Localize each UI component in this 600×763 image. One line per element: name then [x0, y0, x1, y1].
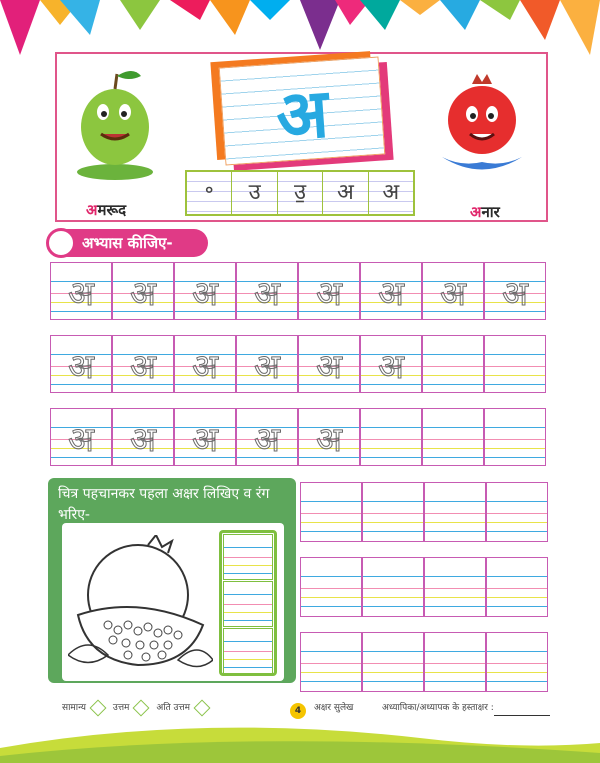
blank-cell[interactable]: [300, 632, 362, 692]
blank-cell[interactable]: [424, 557, 486, 617]
practice-cell[interactable]: [484, 335, 546, 393]
step-5: अ: [382, 180, 400, 205]
rating-options: [62, 700, 214, 714]
page-number: 4: [290, 703, 306, 719]
pencil-boy-icon: [46, 228, 76, 258]
practice-row-3: [50, 408, 546, 466]
word-pomegranate: अनार: [470, 203, 500, 221]
blank-cell[interactable]: [300, 482, 362, 542]
practice-cell[interactable]: अ: [298, 408, 360, 466]
practice-cell[interactable]: अ: [50, 335, 112, 393]
bottom-wave: [0, 718, 600, 763]
step-2: उ: [232, 172, 277, 214]
answer-cell[interactable]: [223, 628, 273, 674]
practice-cell[interactable]: अ: [174, 408, 236, 466]
practice-cell[interactable]: अ: [422, 262, 484, 320]
guava-illustration: [65, 62, 165, 182]
blank-cell[interactable]: [424, 482, 486, 542]
decorative-banner: [0, 0, 600, 60]
practice-cell[interactable]: अ: [236, 262, 298, 320]
practice-cell[interactable]: अ: [50, 262, 112, 320]
signature-line[interactable]: [494, 715, 550, 716]
practice-cell[interactable]: अ: [112, 335, 174, 393]
pomegranate-outline-drawing[interactable]: [68, 535, 213, 675]
blank-cell[interactable]: [362, 557, 424, 617]
practice-cell[interactable]: [422, 335, 484, 393]
practice-cell[interactable]: अ: [236, 335, 298, 393]
practice-cell[interactable]: [484, 408, 546, 466]
blank-row-1: [300, 482, 548, 542]
practice-cell[interactable]: अ: [174, 335, 236, 393]
step-4: अ: [323, 172, 368, 214]
blank-cell[interactable]: [424, 632, 486, 692]
practice-row-1: [50, 262, 546, 320]
rating-excellent: अति उत्तम: [156, 703, 191, 713]
rating-good: उत्तम: [112, 703, 130, 713]
book-label: अक्षर सुलेख: [314, 703, 354, 713]
practice-cell[interactable]: अ: [112, 408, 174, 466]
blank-cell[interactable]: [362, 632, 424, 692]
blank-row-3: [300, 632, 548, 692]
step-1: ॰: [187, 172, 232, 214]
blank-cell[interactable]: [300, 557, 362, 617]
practice-cell[interactable]: अ: [360, 262, 422, 320]
answer-cell[interactable]: [223, 534, 273, 580]
practice-cell[interactable]: अ: [174, 262, 236, 320]
blank-cell[interactable]: [486, 632, 548, 692]
practice-cell[interactable]: [360, 408, 422, 466]
practice-cell[interactable]: अ: [484, 262, 546, 320]
practice-cell[interactable]: अ: [112, 262, 174, 320]
blank-cell[interactable]: [486, 557, 548, 617]
signature-label: अध्यापिका/अध्यापक के हस्ताक्षर :: [382, 703, 494, 713]
blank-cell[interactable]: [486, 482, 548, 542]
practice-cell[interactable]: [422, 408, 484, 466]
rating-average-checkbox[interactable]: [90, 699, 107, 716]
practice-cell[interactable]: अ: [298, 335, 360, 393]
practice-row-2: [50, 335, 546, 393]
main-letter-card: [219, 57, 385, 166]
pomegranate-illustration: [432, 62, 532, 182]
rating-excellent-checkbox[interactable]: [194, 699, 211, 716]
step-3: उ॒: [278, 172, 323, 214]
rating-good-checkbox[interactable]: [133, 699, 150, 716]
practice-cell[interactable]: अ: [236, 408, 298, 466]
rating-average: सामान्य: [62, 703, 87, 713]
blank-cell[interactable]: [362, 482, 424, 542]
main-letter: अ: [273, 74, 331, 157]
answer-cells: [219, 530, 277, 676]
stroke-steps: [185, 170, 415, 216]
word-guava: अमरूद: [86, 201, 127, 219]
practice-cell[interactable]: अ: [50, 408, 112, 466]
practice-heading: अभ्यास कीजिए-: [48, 229, 208, 257]
practice-cell[interactable]: अ: [298, 262, 360, 320]
practice-cell[interactable]: अ: [360, 335, 422, 393]
blank-row-2: [300, 557, 548, 617]
picture-task-title: चित्र पहचानकर पहला अक्षर लिखिए व रंग भरिए-: [58, 486, 270, 523]
answer-cell[interactable]: [223, 581, 273, 627]
